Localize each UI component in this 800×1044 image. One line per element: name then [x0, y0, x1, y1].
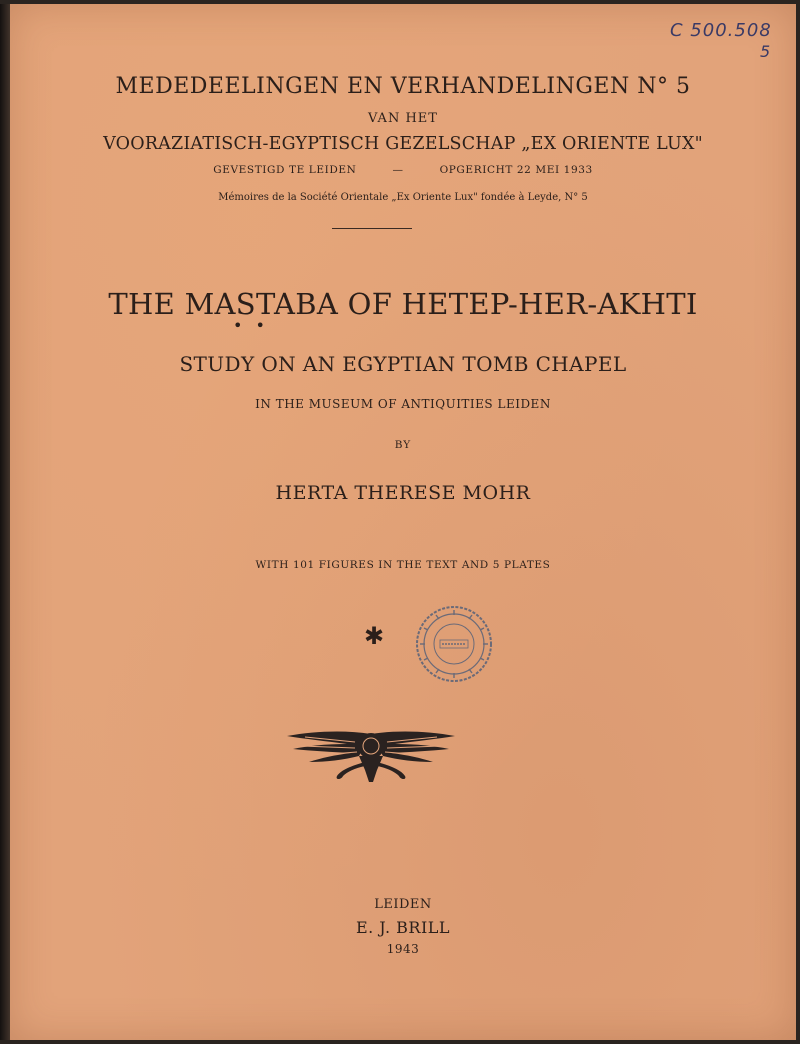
figures-note: WITH 101 FIGURES IN THE TEXT AND 5 PLATES: [255, 559, 551, 571]
library-stamp-icon: [414, 604, 494, 684]
memoires-line: Mémoires de la Société Orientale „Ex Oriente Lux" fondée à Leyde, N° 5: [218, 192, 588, 203]
by-line: BY: [394, 439, 412, 451]
divider-rule: [332, 228, 412, 229]
series-title: MEDEDEELINGEN EN VERHANDELINGEN N° 5: [115, 74, 691, 99]
location-text: GEVESTIGD TE LEIDEN: [213, 164, 357, 176]
asterisk-ornament: ✱: [364, 622, 385, 650]
handwritten-call-number: [670, 18, 796, 68]
imprint-publisher: E. J. BRILL: [355, 918, 451, 937]
museum-line: IN THE MUSEUM OF ANTIQUITIES LEIDEN: [255, 397, 551, 411]
van-het-text: VAN HET: [368, 111, 438, 126]
title-page: [10, 4, 796, 1040]
call-number-text: C 500.508: [670, 20, 772, 41]
book-subtitle: STUDY ON AN EGYPTIAN TOMB CHAPEL: [179, 352, 627, 376]
call-number-sub: 5: [760, 42, 771, 61]
imprint-year: 1943: [386, 942, 420, 956]
book-title: THE MASTABA OF HETEP-HER-AKHTI: [108, 287, 698, 321]
society-name: VOORAZIATISCH-EGYPTISCH GEZELSCHAP „EX ORIENTE LUX": [103, 134, 703, 154]
winged-sun-disk-icon: [285, 722, 457, 788]
location-dash: —: [392, 164, 404, 176]
imprint-place: LEIDEN: [374, 897, 432, 912]
society-location-line: [10, 164, 796, 176]
founded-text: OPGERICHT 22 MEI 1933: [439, 164, 593, 176]
title-diacritic-dots: • •: [233, 316, 269, 335]
author-name: HERTA THERESE MOHR: [275, 482, 531, 504]
